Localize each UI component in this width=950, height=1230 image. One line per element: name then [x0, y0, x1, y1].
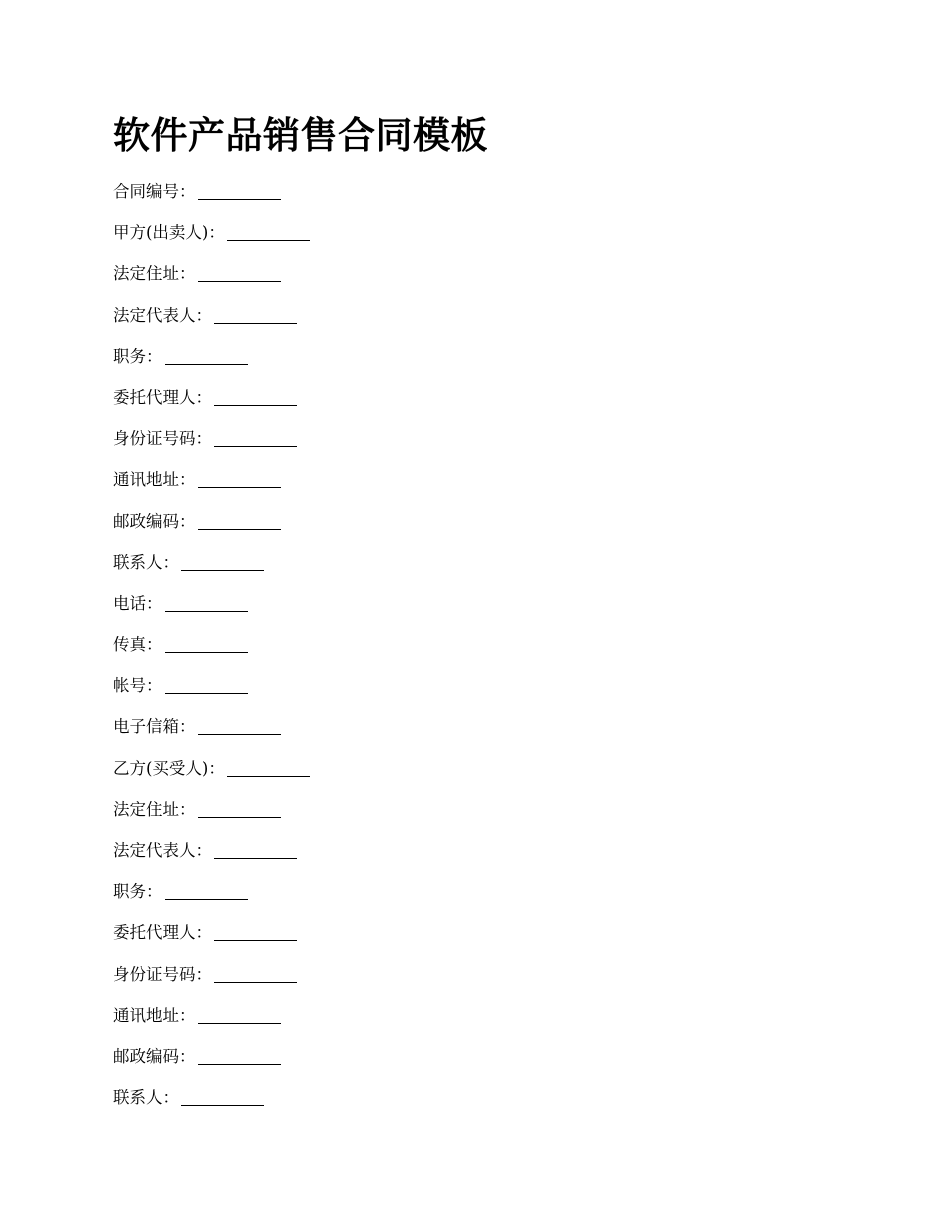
field-label: 传真：: [113, 635, 163, 655]
field-party-a-contact: [113, 549, 310, 590]
fill-in-blank[interactable]: [165, 632, 248, 653]
field-label: 联系人：: [113, 1088, 179, 1108]
field-party-b-legal-rep: [113, 837, 310, 878]
field-label: 法定代表人：: [113, 305, 212, 325]
fill-in-blank[interactable]: [214, 838, 297, 859]
fill-in-blank[interactable]: [165, 879, 248, 900]
field-party-b-postal-code: [113, 1043, 310, 1084]
field-label: 身份证号码：: [113, 429, 212, 449]
fill-in-blank[interactable]: [198, 509, 281, 530]
field-party-a-mailing-address: [113, 466, 310, 507]
fill-in-blank[interactable]: [165, 673, 248, 694]
fill-in-blank[interactable]: [198, 1044, 281, 1065]
field-label: 法定住址：: [113, 799, 196, 819]
fill-in-blank[interactable]: [181, 550, 264, 571]
field-contract-number: [113, 178, 310, 219]
field-label: 邮政编码：: [113, 1046, 196, 1066]
field-label: 帐号：: [113, 676, 163, 696]
field-label: 法定住址：: [113, 264, 196, 284]
field-label: 法定代表人：: [113, 841, 212, 860]
fill-in-blank[interactable]: [198, 714, 281, 735]
contract-field-list: [113, 178, 310, 1125]
fill-in-blank[interactable]: [165, 591, 248, 612]
field-label: 职务：: [113, 346, 163, 366]
field-label: 委托代理人：: [113, 923, 212, 943]
field-party-a-email: [113, 713, 310, 754]
field-party-a-agent: [113, 384, 310, 425]
field-label: 身份证号码：: [113, 964, 212, 984]
field-label: 联系人：: [113, 552, 179, 572]
document-title: 软件产品销售合同模板: [113, 114, 488, 157]
fill-in-blank[interactable]: [214, 426, 297, 447]
field-party-a-legal-rep: [113, 302, 310, 343]
field-party-b-agent: [113, 919, 310, 960]
field-party-b: [113, 755, 310, 796]
fill-in-blank[interactable]: [198, 797, 281, 818]
field-party-b-mailing-address: [113, 1002, 310, 1043]
field-label: 乙方(买受人)：: [113, 758, 225, 778]
field-label: 职务：: [113, 882, 163, 902]
fill-in-blank[interactable]: [198, 467, 281, 488]
field-label: 通讯地址：: [113, 470, 196, 490]
field-party-a-id-number: [113, 425, 310, 466]
field-party-b-id-number: [113, 961, 310, 1002]
fill-in-blank[interactable]: [214, 920, 297, 941]
field-label: 委托代理人：: [113, 387, 212, 407]
fill-in-blank[interactable]: [227, 220, 310, 241]
field-label: 邮政编码：: [113, 511, 196, 531]
fill-in-blank[interactable]: [214, 303, 297, 324]
field-party-a: [113, 219, 310, 260]
field-label: 通讯地址：: [113, 1005, 196, 1025]
fill-in-blank[interactable]: [198, 179, 281, 200]
field-label: 电子信箱：: [113, 717, 196, 737]
field-party-a-position: [113, 343, 310, 384]
field-label: 电话：: [113, 593, 163, 613]
fill-in-blank[interactable]: [214, 385, 297, 406]
fill-in-blank[interactable]: [181, 1085, 264, 1106]
field-party-a-postal-code: [113, 508, 310, 549]
field-label: 甲方(出卖人)：: [113, 223, 225, 243]
field-party-b-contact: [113, 1084, 310, 1125]
fill-in-blank[interactable]: [227, 756, 310, 777]
field-party-a-account: [113, 672, 310, 713]
field-party-a-fax: [113, 631, 310, 672]
field-party-a-phone: [113, 590, 310, 631]
fill-in-blank[interactable]: [198, 261, 281, 282]
field-party-b-position: [113, 878, 310, 919]
fill-in-blank[interactable]: [198, 1003, 281, 1024]
fill-in-blank[interactable]: [214, 962, 297, 983]
field-party-b-address: [113, 796, 310, 837]
fill-in-blank[interactable]: [165, 344, 248, 365]
field-label: 合同编号：: [113, 182, 196, 201]
field-party-a-address: [113, 260, 310, 301]
